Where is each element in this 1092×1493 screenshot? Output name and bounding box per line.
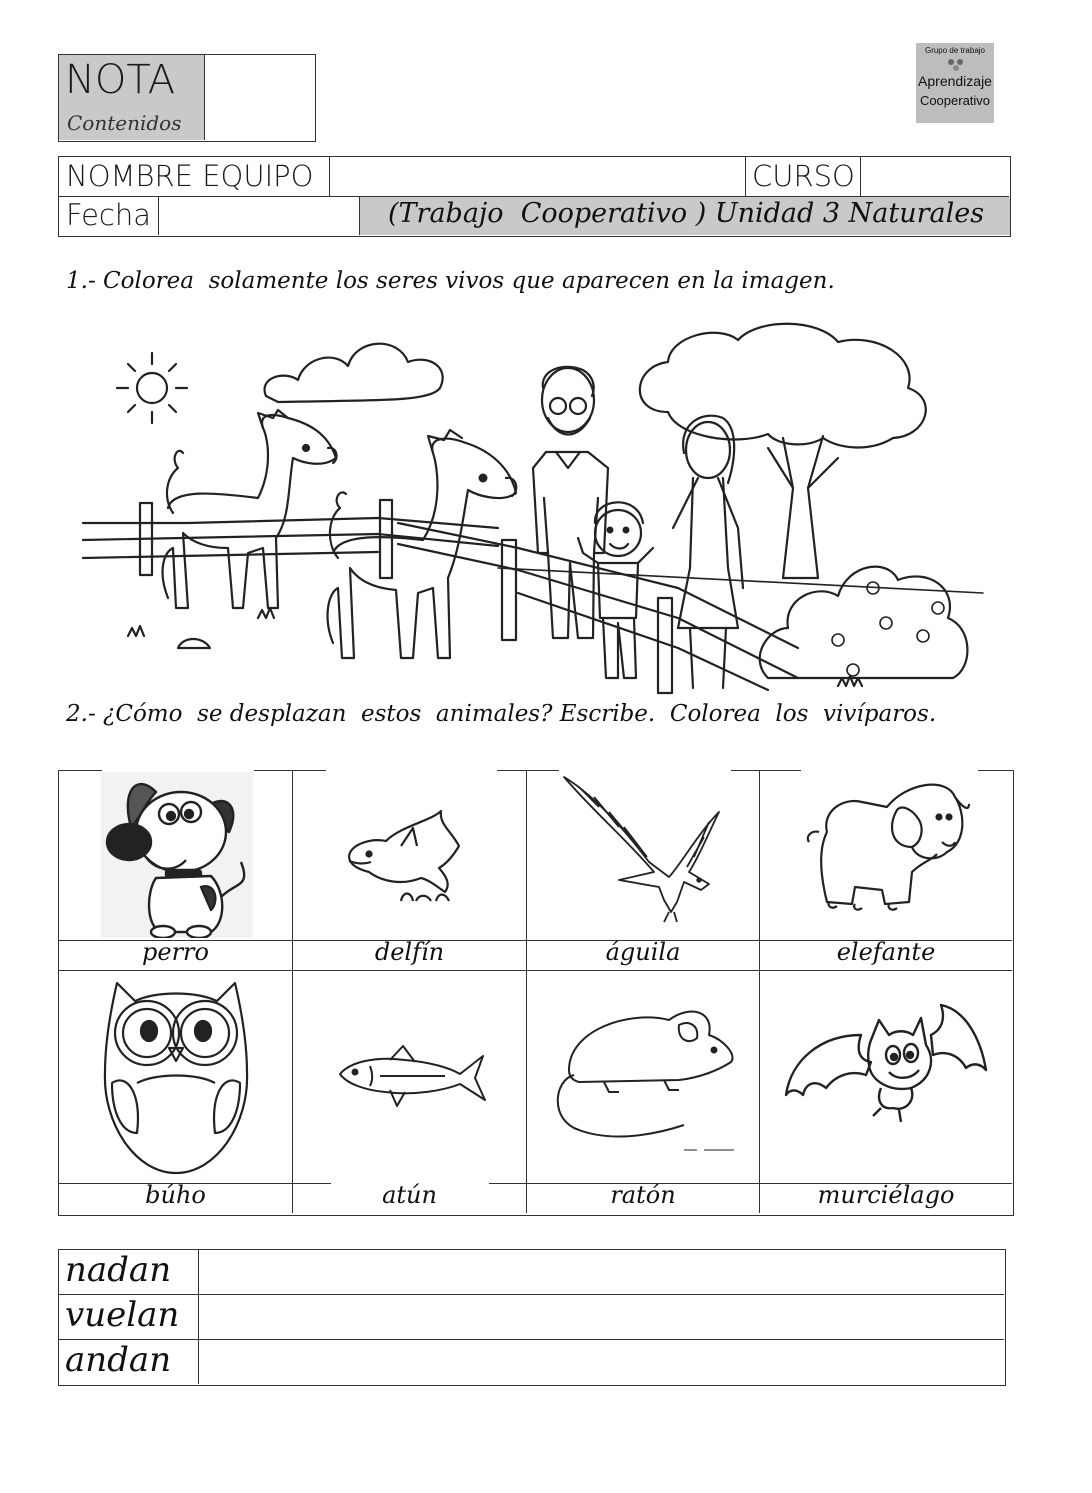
exercise-1-instruction: 1.- Colorea solamente los seres vivos que aparecen en la imagen. [66, 268, 835, 294]
eagle-icon [559, 772, 734, 927]
dolphin-icon [341, 806, 471, 910]
farm-scene-illustration [78, 318, 988, 698]
mouse-icon [549, 1000, 739, 1170]
team-name-field[interactable] [331, 157, 744, 196]
mother-icon [673, 416, 743, 688]
course-field[interactable] [862, 157, 1009, 196]
animal-label-tuna: atún [382, 1181, 437, 1209]
animal-label-dog: perro [142, 938, 209, 966]
fly-answer-field[interactable] [200, 1296, 1004, 1339]
row-label-swim: nadan [65, 1250, 172, 1290]
team-info-table [58, 156, 1011, 237]
fish-icon [335, 1042, 490, 1112]
row-label-walk: andan [65, 1340, 172, 1380]
people-icon [946, 57, 966, 73]
animal-label-eagle: águila [605, 938, 681, 966]
animal-label-elephant: elefante [836, 938, 936, 966]
swim-answer-field[interactable] [200, 1250, 1004, 1294]
animals-grid [58, 770, 1014, 1216]
tree-icon [640, 324, 926, 448]
walk-answer-field[interactable] [200, 1341, 1004, 1384]
contents-label: Contenidos [67, 111, 182, 135]
animal-label-dolphin: delfín [374, 938, 445, 966]
grade-box [58, 54, 316, 142]
animal-label-owl: búho [145, 1181, 206, 1209]
cloud-icon [265, 344, 443, 402]
date-field[interactable] [160, 197, 358, 235]
father-icon [533, 367, 608, 638]
child-icon [578, 502, 653, 678]
horse-icon [163, 410, 337, 608]
dog-icon [101, 772, 253, 938]
animal-label-mouse: ratón [610, 1181, 676, 1209]
exercise-2-instruction: 2.- ¿Cómo se desplazan estos animales? Escribe. Colorea los vivíparos. [66, 701, 937, 727]
grade-label: NOTA [65, 57, 176, 103]
team-name-label: NOMBRE EQUIPO [66, 159, 314, 193]
grade-label-cell [59, 55, 205, 140]
worksheet-subtitle-cell [359, 197, 1010, 235]
bat-icon [781, 1000, 991, 1130]
course-label: CURSO [752, 159, 855, 193]
grade-input[interactable] [206, 55, 314, 140]
worksheet-subtitle: (Trabajo Cooperativo ) Unidad 3 Naturales [388, 198, 985, 229]
sun-icon [117, 353, 187, 423]
elephant-icon [797, 772, 977, 922]
animal-label-bat: murciélago [817, 1181, 955, 1209]
cooperative-learning-logo: Grupo de trabajo Aprendizaje Cooperativo [916, 43, 994, 123]
owl-icon [97, 973, 255, 1178]
row-label-fly: vuelan [65, 1295, 180, 1335]
date-label: Fecha [66, 198, 152, 232]
movement-table [58, 1249, 1006, 1386]
